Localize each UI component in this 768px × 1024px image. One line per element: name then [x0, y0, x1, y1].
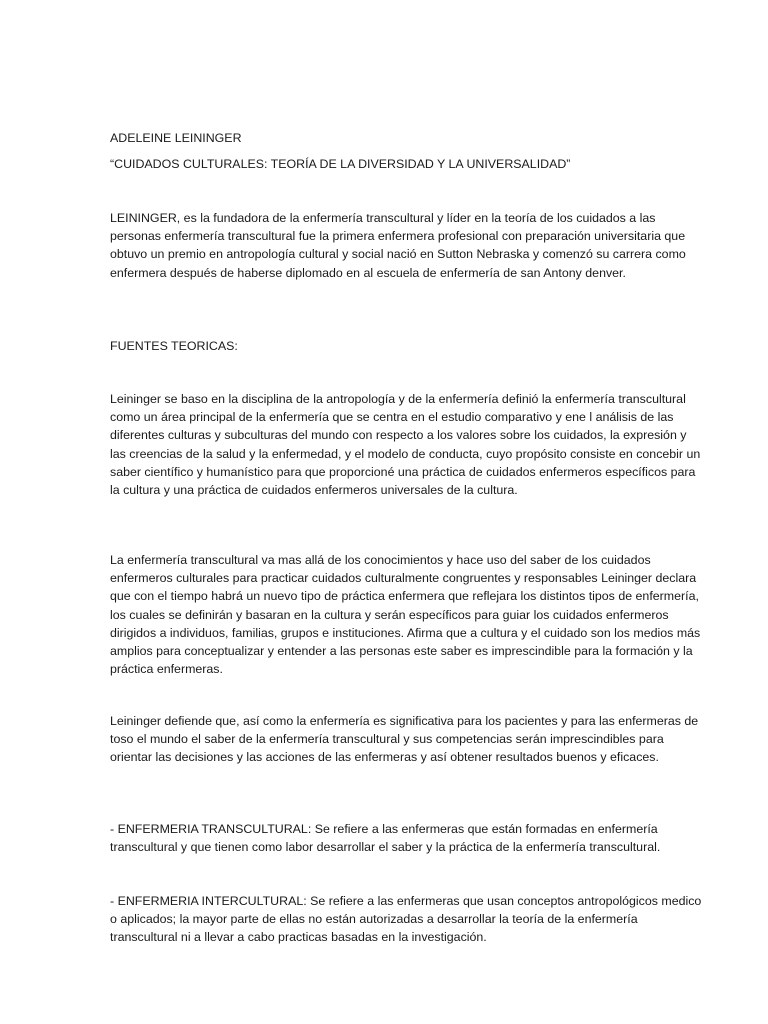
document-title: ADELEINE LEININGER: [110, 131, 242, 145]
definition-intercultural: - ENFERMERIA INTERCULTURAL: Se refiere a las enfermeras que usan conceptos antropológicos medico o aplicados; la mayor parte de ellas no están autorizadas a desarrollar la teoría de la enfermería transcultural ni a llevar a cabo practicas basadas en la investigación.: [110, 894, 702, 945]
intro-paragraph: LEININGER, es la fundadora de la enfermería transcultural y líder en la teoría de los cuidados a las personas enfermería transcultural fue la primera enfermera profesional con preparación universitaria que obtuvo un premio en antropología cultural y social nació en Sutton Nebraska y comenzó su carrera como enfermera después de haberse diplomado en al escuela de enfermería de san Antony denver.: [110, 211, 686, 280]
definition-transcultural: - ENFERMERIA TRANSCULTURAL: Se refiere a las enfermeras que están formadas en enfermería transcultural y que tienen como labor desarrollar el saber y la práctica de la enfermería transcultural.: [110, 822, 661, 855]
section-heading: FUENTES TEORICAS:: [110, 339, 238, 353]
paragraph-theoretical-sources: Leininger se baso en la disciplina de la antropología y de la enfermería definió la enfermería transcultural como un área principal de la enfermería que se centra en el estudio comparativo y ene l análisis de las diferentes culturas y subculturas del mundo con respecto a los valores sobre los cuidados, la expresión y las creencias de la salud y la enfermedad, y el modelo de conducta, cuyo propósito consiste en concebir un saber científico y humanístico para que proporcioné una práctica de cuidados enfermeros específicos para la cultura y una práctica de cuidados enfermeros universales de la cultura.: [110, 392, 701, 498]
paragraph-significance: Leininger defiende que, así como la enfermería es significativa para los pacientes y para las enfermeras de toso el mundo el saber de la enfermería transcultural y sus competencias serán imprescindibles para orientar las decisiones y las acciones de las enfermeras y así obtener resultados buenos y eficaces.: [110, 714, 699, 765]
paragraph-transcultural-nursing: La enfermería transcultural va mas allá de los conocimientos y hace uso del saber de los cuidados enfermeros culturales para practicar cuidados culturalmente congruentes y responsables Leininger declara que con el tiempo habrá un nuevo tipo de práctica enfermera que reflejara los distintos tipos de enfermería, los cuales se definirán y basaran en la cultura y serán específicos para guiar los cuidados enfermeros dirigidos a individuos, familias, grupos e instituciones. Afirma que a cultura y el cuidado son los medios más amplios para conceptualizar y entender a las personas este saber es imprescindible para la formación y la práctica enfermeras.: [110, 553, 701, 677]
document-subtitle: “CUIDADOS CULTURALES: TEORÍA DE LA DIVERSIDAD Y LA UNIVERSALIDAD”: [110, 157, 571, 171]
